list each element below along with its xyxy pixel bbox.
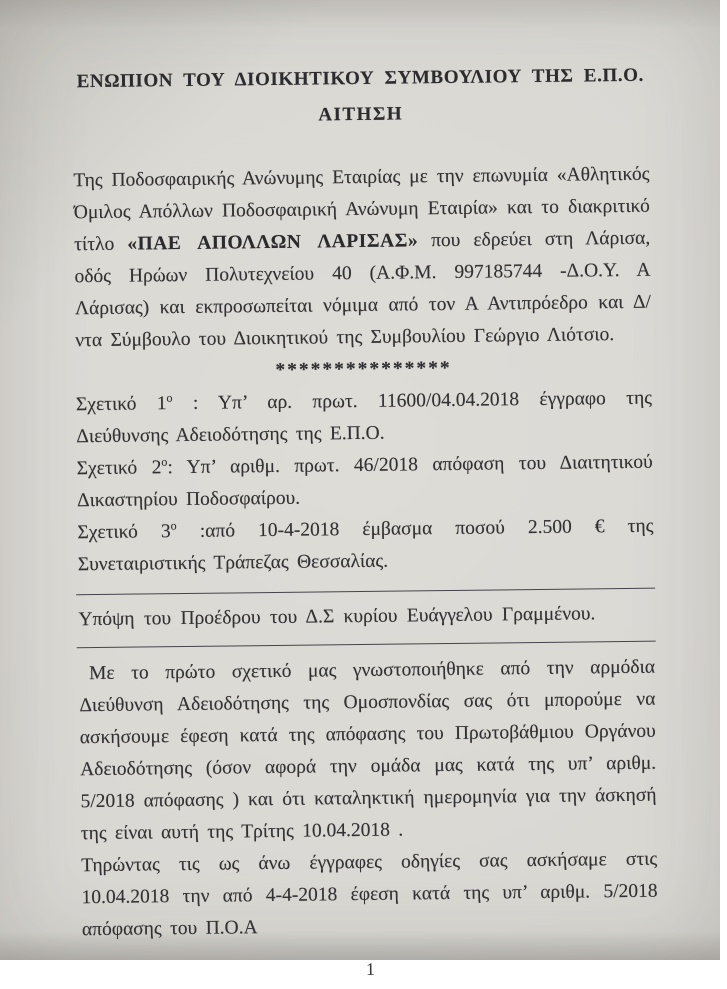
attachment-1-text: : Υπ’ αρ. πρωτ. 11600/04.04.2018 έγγραφο της Διεύθυνσης Αδειοδότησης της Ε.Π.Ο. bbox=[76, 387, 653, 448]
divider-line-bottom bbox=[77, 641, 656, 649]
attachment-2-text: : Υπ’ αριθμ. πρωτ. 46/2018 απόφαση του Διαιτητικού Δικαστηρίου Ποδοσφαίρου. bbox=[76, 451, 653, 512]
attachment-1-label: Σχετικό 1 bbox=[75, 393, 167, 416]
attachment-1-ordinal: ο bbox=[166, 390, 173, 405]
attention-line: Υπόψη του Προέδρου του Δ.Σ κυρίου Ευάγγελου Γραμμένου. bbox=[78, 603, 596, 631]
attachment-3-label: Σχετικό 3 bbox=[77, 521, 171, 544]
applicant-paragraph bbox=[73, 159, 651, 358]
attachment-2-ordinal: ο bbox=[161, 454, 168, 469]
applicant-text-lead: Της Ποδοσφαιρικής Ανώνυμης Εταιρίας με την επωνυμία «Αθλητικός Όμιλος Απόλλων Ποδοσφαιρική Ανώνυμη Εταιρία» και το διακριτικό τίτλο bbox=[73, 163, 650, 256]
attachment-item-3 bbox=[77, 511, 654, 582]
attachment-3-ordinal: ο bbox=[170, 518, 177, 533]
page-number: 1 bbox=[365, 958, 375, 979]
body-paragraph-1: Με το πρώτο σχετικό μας γνωστοποιήθηκε από την αρμόδια Διεύθυνση Αδειοδότησης της Ομοσπονδίας σας ότι μπορούμε να ασκήσουμε έφεση κατά της απόφασης του Πρωτοβάθμιου Οργάνου Αδειοδότησης (όσον αφορά την ομάδα μας κατά της υπ’ αριθμ. 5/2018 απόφασης ) και ότι καταληκτική ημερομηνία για την άσκησή της είναι αυτή της Τρίτης 10.04.2018 . bbox=[79, 656, 657, 845]
attachment-item-2 bbox=[77, 447, 654, 518]
document-subheading: ΑΙΤΗΣΗ bbox=[318, 103, 404, 126]
club-name-bold: «ΠΑΕ ΑΠΟΛΛΩΝ ΛΑΡΙΣΑΣ» bbox=[127, 230, 419, 255]
document-heading: ΕΝΩΠΙΟΝ ΤΟΥ ΔΙΟΙΚΗΤΙΚΟΥ ΣΥΜΒΟΥΛΙΟΥ ΤΗΣ Ε.Π.Ο. bbox=[76, 64, 645, 93]
divider-line-top bbox=[76, 588, 655, 596]
attachment-item-1 bbox=[76, 383, 653, 454]
attachment-2-label: Σχετικό 2 bbox=[76, 457, 162, 480]
asterisk-separator: *************** bbox=[275, 357, 452, 381]
applicant-text-rest: που εδρεύει στη Λάρισα, οδός Ηρώων Πολυτεχνείου 40 (Α.Φ.Μ. 997185744 -Δ.Ο.Υ. Α Λάρισας) και εκπροσωπείται νόμιμα από τον Α Αντιπρόεδρο και Δ/ντα Σύμβουλο του Διοικητικού της Συμβουλίου Γεώργιο Λιότσιο. bbox=[74, 227, 651, 352]
attachment-3-text: :από 10-4-2018 έμβασμα ποσού 2.500 € της Συνεταιριστικής Τράπεζας Θεσσαλίας. bbox=[77, 515, 654, 576]
body-paragraph-2: Τηρώντας τις ως άνω έγγραφες οδηγίες σας ασκήσαμε στις 10.04.2018 την από 4-4-2018 έφεση κατά της υπ’ αριθμ. 5/2018 απόφασης του Π.Ο.Α bbox=[81, 848, 658, 941]
